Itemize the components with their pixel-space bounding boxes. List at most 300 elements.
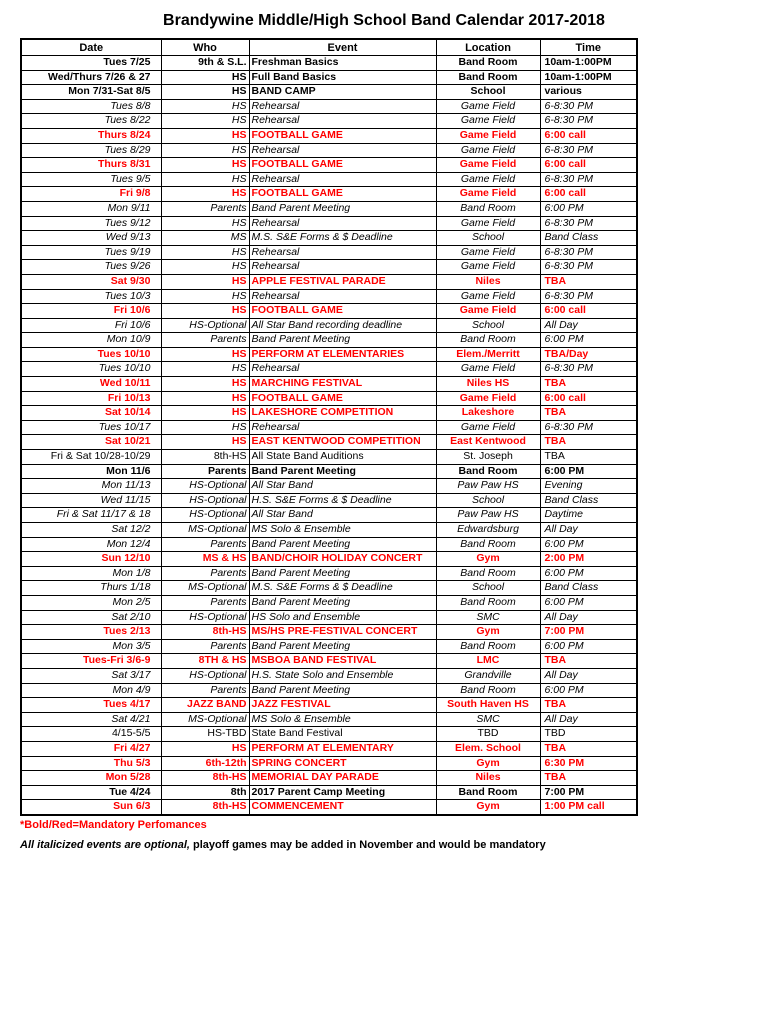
cell-time: 6:00 PM [540,639,637,654]
cell-event: HS Solo and Ensemble [249,610,436,625]
cell-location: St. Joseph [436,450,540,465]
cell-date: Sat 12/2 [21,523,161,538]
cell-who: HS-TBD [161,727,249,742]
cell-time: 6-8:30 PM [540,260,637,275]
cell-event: M.S. S&E Forms & $ Deadline [249,231,436,246]
cell-time: 6:00 PM [540,464,637,479]
cell-time: 6:00 call [540,128,637,143]
cell-date: Tues 7/25 [21,56,161,71]
cell-location: Paw Paw HS [436,479,540,494]
cell-who: HS [161,114,249,129]
cell-time: All Day [540,668,637,683]
cell-event: MS Solo & Ensemble [249,523,436,538]
cell-location: Game Field [436,114,540,129]
cell-location: SMC [436,610,540,625]
cell-date: Mon 7/31-Sat 8/5 [21,85,161,100]
cell-time: 6-8:30 PM [540,114,637,129]
cell-event: BAND/CHOIR HOLIDAY CONCERT [249,552,436,567]
cell-time: 6-8:30 PM [540,420,637,435]
table-row [21,245,637,260]
cell-who: 8th-HS [161,800,249,815]
cell-event: All Star Band [249,508,436,523]
cell-time: 6:00 PM [540,566,637,581]
cell-time: 6-8:30 PM [540,172,637,187]
cell-who: HS [161,158,249,173]
cell-who: HS-Optional [161,668,249,683]
cell-date: Sat 4/21 [21,712,161,727]
cell-event: MSBOA BAND FESTIVAL [249,654,436,669]
cell-time: TBA [540,654,637,669]
cell-time: TBD [540,727,637,742]
cell-date: Sat 9/30 [21,274,161,289]
calendar-table-body [21,56,637,815]
cell-who: Parents [161,333,249,348]
cell-event: APPLE FESTIVAL PARADE [249,274,436,289]
table-row [21,304,637,319]
cell-location: Gym [436,625,540,640]
cell-date: Tues 10/17 [21,420,161,435]
table-row [21,391,637,406]
cell-who: HS [161,245,249,260]
cell-event: Rehearsal [249,420,436,435]
cell-date: Mon 11/6 [21,464,161,479]
cell-time: TBA [540,771,637,786]
cell-date: 4/15-5/5 [21,727,161,742]
cell-location: Band Room [436,537,540,552]
table-row [21,741,637,756]
cell-who: HS-Optional [161,610,249,625]
cell-time: 6-8:30 PM [540,289,637,304]
table-row [21,70,637,85]
cell-date: Tues 9/26 [21,260,161,275]
cell-location: Niles [436,771,540,786]
cell-location: Band Room [436,333,540,348]
cell-who: 8th-HS [161,625,249,640]
optional-events-note-rest: playoff games may be added in November and would be mandatory [189,838,546,851]
table-row [21,114,637,129]
table-row [21,128,637,143]
cell-event: MS/HS PRE-FESTIVAL CONCERT [249,625,436,640]
cell-event: EAST KENTWOOD COMPETITION [249,435,436,450]
cell-who: 6th-12th [161,756,249,771]
cell-date: Sun 6/3 [21,800,161,815]
cell-event: Rehearsal [249,99,436,114]
cell-event: SPRING CONCERT [249,756,436,771]
cell-location: Game Field [436,391,540,406]
cell-who: HS [161,435,249,450]
cell-date: Tues 2/13 [21,625,161,640]
cell-date: Thu 5/3 [21,756,161,771]
cell-event: FOOTBALL GAME [249,391,436,406]
column-header-event: Event [249,39,436,56]
cell-date: Fri & Sat 11/17 & 18 [21,508,161,523]
cell-who: Parents [161,595,249,610]
cell-date: Sat 2/10 [21,610,161,625]
cell-event: FOOTBALL GAME [249,128,436,143]
cell-who: HS [161,391,249,406]
cell-date: Wed 9/13 [21,231,161,246]
table-row [21,771,637,786]
table-row [21,450,637,465]
cell-event: LAKESHORE COMPETITION [249,406,436,421]
table-row [21,727,637,742]
table-row [21,508,637,523]
cell-who: HS [161,216,249,231]
cell-date: Mon 4/9 [21,683,161,698]
table-row [21,435,637,450]
table-row [21,333,637,348]
cell-time: All Day [540,318,637,333]
cell-time: 6-8:30 PM [540,99,637,114]
table-row [21,552,637,567]
cell-who: HS [161,172,249,187]
table-row [21,479,637,494]
cell-date: Tues 9/12 [21,216,161,231]
cell-event: H.S. State Solo and Ensemble [249,668,436,683]
table-row [21,318,637,333]
cell-time: 6-8:30 PM [540,216,637,231]
cell-location: Elem./Merritt [436,347,540,362]
cell-date: Mon 9/11 [21,201,161,216]
cell-event: Full Band Basics [249,70,436,85]
cell-location: LMC [436,654,540,669]
cell-event: BAND CAMP [249,85,436,100]
cell-time: TBA [540,406,637,421]
cell-time: 6:00 call [540,187,637,202]
cell-date: Mon 10/9 [21,333,161,348]
table-row [21,464,637,479]
cell-location: Band Room [436,464,540,479]
table-row [21,537,637,552]
cell-who: HS [161,187,249,202]
table-row [21,785,637,800]
cell-who: HS [161,260,249,275]
cell-location: Elem. School [436,741,540,756]
cell-time: 6:00 PM [540,333,637,348]
cell-location: South Haven HS [436,698,540,713]
cell-location: Game Field [436,245,540,260]
table-row [21,566,637,581]
table-row [21,172,637,187]
column-header-location: Location [436,39,540,56]
cell-who: MS-Optional [161,581,249,596]
cell-date: Mon 5/28 [21,771,161,786]
cell-location: Grandville [436,668,540,683]
table-row [21,712,637,727]
cell-event: MARCHING FESTIVAL [249,377,436,392]
cell-event: Band Parent Meeting [249,333,436,348]
cell-date: Fri 4/27 [21,741,161,756]
cell-event: PERFORM AT ELEMENTARIES [249,347,436,362]
cell-event: Rehearsal [249,172,436,187]
cell-date: Mon 1/8 [21,566,161,581]
cell-location: TBD [436,727,540,742]
cell-who: MS [161,231,249,246]
cell-time: Evening [540,479,637,494]
cell-time: 6-8:30 PM [540,362,637,377]
table-row [21,668,637,683]
cell-event: Band Parent Meeting [249,595,436,610]
cell-date: Sun 12/10 [21,552,161,567]
cell-who: HS [161,70,249,85]
table-row [21,158,637,173]
cell-event: COMMENCEMENT [249,800,436,815]
cell-time: 6:00 call [540,158,637,173]
cell-date: Tue 4/24 [21,785,161,800]
table-row [21,406,637,421]
cell-time: TBA [540,698,637,713]
cell-event: Rehearsal [249,362,436,377]
cell-date: Tues 8/8 [21,99,161,114]
table-row [21,800,637,815]
cell-time: Daytime [540,508,637,523]
cell-who: Parents [161,537,249,552]
cell-event: JAZZ FESTIVAL [249,698,436,713]
table-row [21,231,637,246]
cell-location: Band Room [436,683,540,698]
cell-date: Fri & Sat 10/28-10/29 [21,450,161,465]
cell-who: 9th & S.L. [161,56,249,71]
cell-who: 8th-HS [161,450,249,465]
cell-event: Band Parent Meeting [249,566,436,581]
cell-date: Tues 4/17 [21,698,161,713]
cell-event: FOOTBALL GAME [249,304,436,319]
cell-who: HS [161,406,249,421]
cell-time: Band Class [540,581,637,596]
cell-event: FOOTBALL GAME [249,158,436,173]
cell-location: Niles [436,274,540,289]
table-row [21,610,637,625]
cell-event: FOOTBALL GAME [249,187,436,202]
page-title: Brandywine Middle/High School Band Calendar 2017-2018 [163,12,605,29]
cell-location: Game Field [436,362,540,377]
cell-location: School [436,231,540,246]
cell-location: Game Field [436,260,540,275]
cell-who: HS [161,347,249,362]
cell-date: Sat 3/17 [21,668,161,683]
cell-who: 8TH & HS [161,654,249,669]
column-header-date: Date [21,39,161,56]
cell-location: SMC [436,712,540,727]
cell-event: PERFORM AT ELEMENTARY [249,741,436,756]
legend-note: *Bold/Red=Mandatory Perfomances [20,818,207,831]
footnotes [20,819,768,851]
cell-date: Wed/Thurs 7/26 & 27 [21,70,161,85]
cell-who: HS [161,304,249,319]
cell-date: Tues 9/5 [21,172,161,187]
cell-event: Band Parent Meeting [249,639,436,654]
cell-location: School [436,318,540,333]
cell-who: JAZZ BAND [161,698,249,713]
cell-event: H.S. S&E Forms & $ Deadline [249,493,436,508]
cell-time: 6:00 PM [540,537,637,552]
cell-time: TBA [540,450,637,465]
cell-who: MS-Optional [161,523,249,538]
optional-events-note-italic: All italicized events are optional, [20,838,190,851]
cell-who: Parents [161,201,249,216]
cell-location: Band Room [436,639,540,654]
cell-event: Rehearsal [249,216,436,231]
cell-time: 10am-1:00PM [540,56,637,71]
cell-time: 6-8:30 PM [540,143,637,158]
cell-event: State Band Festival [249,727,436,742]
cell-who: HS [161,99,249,114]
cell-location: Band Room [436,201,540,216]
cell-event: All State Band Auditions [249,450,436,465]
table-row [21,377,637,392]
table-row [21,683,637,698]
cell-date: Thurs 8/24 [21,128,161,143]
cell-event: Freshman Basics [249,56,436,71]
optional-events-note [20,839,768,851]
cell-time: 1:00 PM call [540,800,637,815]
cell-who: HS-Optional [161,493,249,508]
header-row [21,39,637,56]
cell-date: Thurs 8/31 [21,158,161,173]
cell-location: Game Field [436,128,540,143]
cell-time: TBA [540,377,637,392]
cell-location: Edwardsburg [436,523,540,538]
cell-location: Game Field [436,143,540,158]
cell-location: Gym [436,552,540,567]
cell-location: Game Field [436,289,540,304]
cell-who: HS [161,420,249,435]
cell-location: East Kentwood [436,435,540,450]
cell-date: Mon 3/5 [21,639,161,654]
cell-event: Rehearsal [249,289,436,304]
cell-date: Wed 11/15 [21,493,161,508]
cell-location: Gym [436,800,540,815]
cell-who: HS [161,362,249,377]
table-row [21,143,637,158]
band-calendar-table [20,38,638,816]
cell-time: TBA/Day [540,347,637,362]
table-row [21,260,637,275]
cell-date: Tues 10/10 [21,347,161,362]
cell-location: Lakeshore [436,406,540,421]
cell-location: Band Room [436,595,540,610]
cell-time: Band Class [540,493,637,508]
table-row [21,201,637,216]
cell-who: MS-Optional [161,712,249,727]
cell-time: 10am-1:00PM [540,70,637,85]
cell-date: Fri 10/6 [21,304,161,319]
cell-event: Rehearsal [249,114,436,129]
cell-time: TBA [540,741,637,756]
table-row [21,698,637,713]
cell-event: 2017 Parent Camp Meeting [249,785,436,800]
cell-who: HS [161,741,249,756]
cell-date: Mon 2/5 [21,595,161,610]
cell-who: HS-Optional [161,508,249,523]
cell-location: Game Field [436,99,540,114]
cell-location: Game Field [436,420,540,435]
cell-time: 6:30 PM [540,756,637,771]
column-header-time: Time [540,39,637,56]
cell-date: Tues 9/19 [21,245,161,260]
cell-time: 7:00 PM [540,785,637,800]
cell-location: Band Room [436,785,540,800]
cell-event: Band Parent Meeting [249,464,436,479]
cell-who: Parents [161,639,249,654]
cell-time: TBA [540,274,637,289]
cell-time: 6:00 PM [540,595,637,610]
cell-time: All Day [540,523,637,538]
cell-who: MS & HS [161,552,249,567]
table-row [21,581,637,596]
cell-location: Band Room [436,56,540,71]
table-row [21,654,637,669]
cell-event: All Star Band recording deadline [249,318,436,333]
cell-time: All Day [540,610,637,625]
cell-location: Gym [436,756,540,771]
cell-time: 6:00 call [540,304,637,319]
cell-who: HS [161,274,249,289]
cell-who: Parents [161,683,249,698]
cell-date: Sat 10/14 [21,406,161,421]
cell-location: Niles HS [436,377,540,392]
cell-event: MEMORIAL DAY PARADE [249,771,436,786]
cell-who: HS [161,143,249,158]
cell-date: Wed 10/11 [21,377,161,392]
cell-location: Band Room [436,70,540,85]
cell-who: 8th [161,785,249,800]
column-header-who: Who [161,39,249,56]
cell-who: Parents [161,566,249,581]
cell-location: School [436,581,540,596]
cell-event: M.S. S&E Forms & $ Deadline [249,581,436,596]
table-row [21,187,637,202]
cell-time: 2:00 PM [540,552,637,567]
cell-date: Fri 9/8 [21,187,161,202]
cell-time: 6:00 call [540,391,637,406]
cell-location: Game Field [436,187,540,202]
table-row [21,289,637,304]
table-row [21,493,637,508]
table-row [21,56,637,71]
cell-time: Band Class [540,231,637,246]
cell-date: Sat 10/21 [21,435,161,450]
cell-who: Parents [161,464,249,479]
cell-time: 6:00 PM [540,201,637,216]
cell-who: HS [161,377,249,392]
cell-date: Fri 10/13 [21,391,161,406]
cell-date: Tues 8/22 [21,114,161,129]
cell-location: Game Field [436,304,540,319]
cell-who: HS [161,128,249,143]
cell-location: Band Room [436,566,540,581]
cell-location: Paw Paw HS [436,508,540,523]
cell-date: Thurs 1/18 [21,581,161,596]
table-header [21,39,637,56]
cell-time: 6-8:30 PM [540,245,637,260]
table-row [21,523,637,538]
cell-who: HS-Optional [161,479,249,494]
table-row [21,362,637,377]
cell-event: Rehearsal [249,260,436,275]
table-row [21,274,637,289]
cell-date: Tues 10/3 [21,289,161,304]
cell-who: 8th-HS [161,771,249,786]
cell-date: Tues 8/29 [21,143,161,158]
cell-time: 6:00 PM [540,683,637,698]
cell-who: HS [161,289,249,304]
cell-date: Tues 10/10 [21,362,161,377]
table-row [21,216,637,231]
cell-date: Fri 10/6 [21,318,161,333]
cell-event: All Star Band [249,479,436,494]
table-row [21,99,637,114]
